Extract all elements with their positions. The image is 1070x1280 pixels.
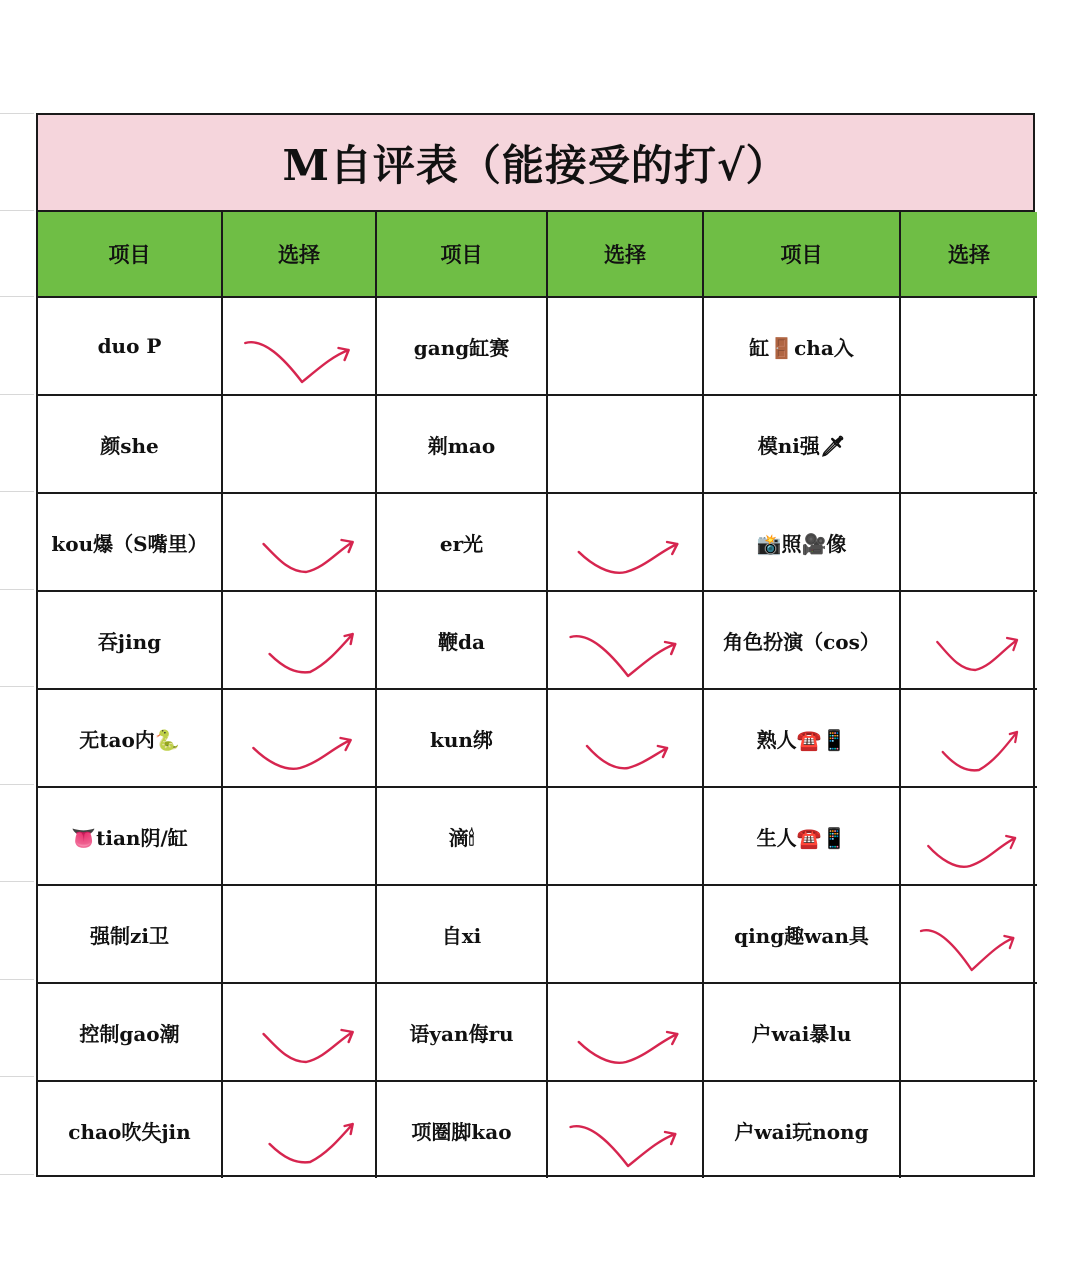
handwritten-check-icon (548, 592, 702, 688)
item-cell: er光 (376, 493, 547, 591)
choice-cell[interactable] (222, 983, 376, 1081)
choice-cell[interactable] (547, 983, 703, 1081)
table-row (38, 885, 1037, 983)
item-cell: 无tao内🐍 (38, 689, 222, 787)
check-stroke (921, 930, 1013, 970)
header-item: 项目 (703, 212, 900, 297)
choice-cell[interactable] (900, 689, 1037, 787)
handwritten-check-icon (901, 886, 1037, 982)
handwritten-check-icon (901, 788, 1037, 884)
item-cell: kou爆（S嘴里） (38, 493, 222, 591)
table-row (38, 297, 1037, 395)
sheet-title: M自评表（能接受的打√） (38, 115, 1033, 212)
table-body (38, 297, 1037, 1178)
item-cell: 熟人☎️📱 (703, 689, 900, 787)
item-cell: 缸🚪cha入 (703, 297, 900, 395)
item-cell: 户wai暴lu (703, 983, 900, 1081)
gutter-line (0, 210, 34, 211)
choice-cell[interactable] (547, 787, 703, 885)
handwritten-check-icon (223, 1082, 375, 1178)
item-cell: 📸照🎥像 (703, 493, 900, 591)
item-cell: chao吹失jin (38, 1081, 222, 1178)
check-stroke (245, 342, 348, 382)
check-stroke (270, 1124, 353, 1162)
choice-cell[interactable] (900, 885, 1037, 983)
gutter-line (0, 686, 34, 687)
check-stroke (264, 540, 353, 572)
gutter-line (0, 491, 34, 492)
check-stroke (253, 738, 350, 769)
check-stroke (587, 746, 667, 768)
handwritten-check-icon (223, 592, 375, 688)
evaluation-sheet (36, 113, 1035, 1177)
gutter-line (0, 881, 34, 882)
gutter-line (0, 113, 34, 114)
check-stroke (937, 638, 1017, 670)
header-choice: 选择 (222, 212, 376, 297)
choice-cell[interactable] (222, 395, 376, 493)
choice-cell[interactable] (222, 591, 376, 689)
handwritten-check-icon (223, 298, 375, 394)
item-cell: 项圈脚kao (376, 1081, 547, 1178)
choice-cell[interactable] (900, 395, 1037, 493)
table-row (38, 493, 1037, 591)
item-cell: 颜she (38, 395, 222, 493)
gutter-line (0, 784, 34, 785)
item-cell: 吞jing (38, 591, 222, 689)
item-cell: gang缸赛 (376, 297, 547, 395)
check-stroke (579, 1032, 678, 1063)
gutter-line (0, 394, 34, 395)
choice-cell[interactable] (547, 689, 703, 787)
choice-cell[interactable] (900, 493, 1037, 591)
header-choice: 选择 (547, 212, 703, 297)
table-row (38, 983, 1037, 1081)
gutter-line (0, 296, 34, 297)
check-stroke (571, 1126, 676, 1166)
header-item: 项目 (38, 212, 222, 297)
handwritten-check-icon (548, 494, 702, 590)
check-stroke (571, 636, 676, 676)
header-row (38, 212, 1037, 297)
handwritten-check-icon (901, 690, 1037, 786)
choice-cell[interactable] (222, 493, 376, 591)
handwritten-check-icon (223, 690, 375, 786)
evaluation-table (38, 212, 1037, 1178)
choice-cell[interactable] (900, 983, 1037, 1081)
check-stroke (579, 542, 678, 573)
item-cell: 滴🕯 (376, 787, 547, 885)
handwritten-check-icon (548, 690, 702, 786)
item-cell: 户wai玩nong (703, 1081, 900, 1178)
item-cell: 角色扮演（cos） (703, 591, 900, 689)
gutter-line (0, 1174, 34, 1175)
item-cell: 控制gao潮 (38, 983, 222, 1081)
choice-cell[interactable] (547, 1081, 703, 1178)
item-cell: 语yan侮ru (376, 983, 547, 1081)
table-row (38, 787, 1037, 885)
item-cell: 强制zi卫 (38, 885, 222, 983)
header-choice: 选择 (900, 212, 1037, 297)
table-row (38, 591, 1037, 689)
choice-cell[interactable] (222, 689, 376, 787)
choice-cell[interactable] (222, 787, 376, 885)
choice-cell[interactable] (900, 297, 1037, 395)
gutter-line (0, 1076, 34, 1077)
item-cell: 生人☎️📱 (703, 787, 900, 885)
handwritten-check-icon (548, 984, 702, 1080)
check-stroke (943, 732, 1017, 770)
choice-cell[interactable] (547, 591, 703, 689)
item-cell: duo P (38, 297, 222, 395)
handwritten-check-icon (901, 592, 1037, 688)
choice-cell[interactable] (547, 493, 703, 591)
choice-cell[interactable] (900, 787, 1037, 885)
choice-cell[interactable] (222, 1081, 376, 1178)
check-stroke (264, 1030, 353, 1062)
item-cell: 剃mao (376, 395, 547, 493)
gutter-line (0, 589, 34, 590)
check-stroke (270, 634, 353, 672)
handwritten-check-icon (223, 984, 375, 1080)
table-row (38, 1081, 1037, 1178)
table-row (38, 689, 1037, 787)
gutter-line (0, 979, 34, 980)
choice-cell[interactable] (547, 297, 703, 395)
choice-cell[interactable] (547, 395, 703, 493)
header-item: 项目 (376, 212, 547, 297)
table-row (38, 395, 1037, 493)
item-cell: 鞭da (376, 591, 547, 689)
handwritten-check-icon (223, 494, 375, 590)
item-cell: 👅tian阴/缸 (38, 787, 222, 885)
check-stroke (928, 836, 1015, 867)
item-cell: kun绑 (376, 689, 547, 787)
item-cell: qing趣wan具 (703, 885, 900, 983)
item-cell: 模ni强🗡 (703, 395, 900, 493)
choice-cell[interactable] (222, 297, 376, 395)
item-cell: 自xi (376, 885, 547, 983)
choice-cell[interactable] (900, 591, 1037, 689)
choice-cell[interactable] (547, 885, 703, 983)
choice-cell[interactable] (222, 885, 376, 983)
handwritten-check-icon (548, 1082, 702, 1178)
choice-cell[interactable] (900, 1081, 1037, 1178)
